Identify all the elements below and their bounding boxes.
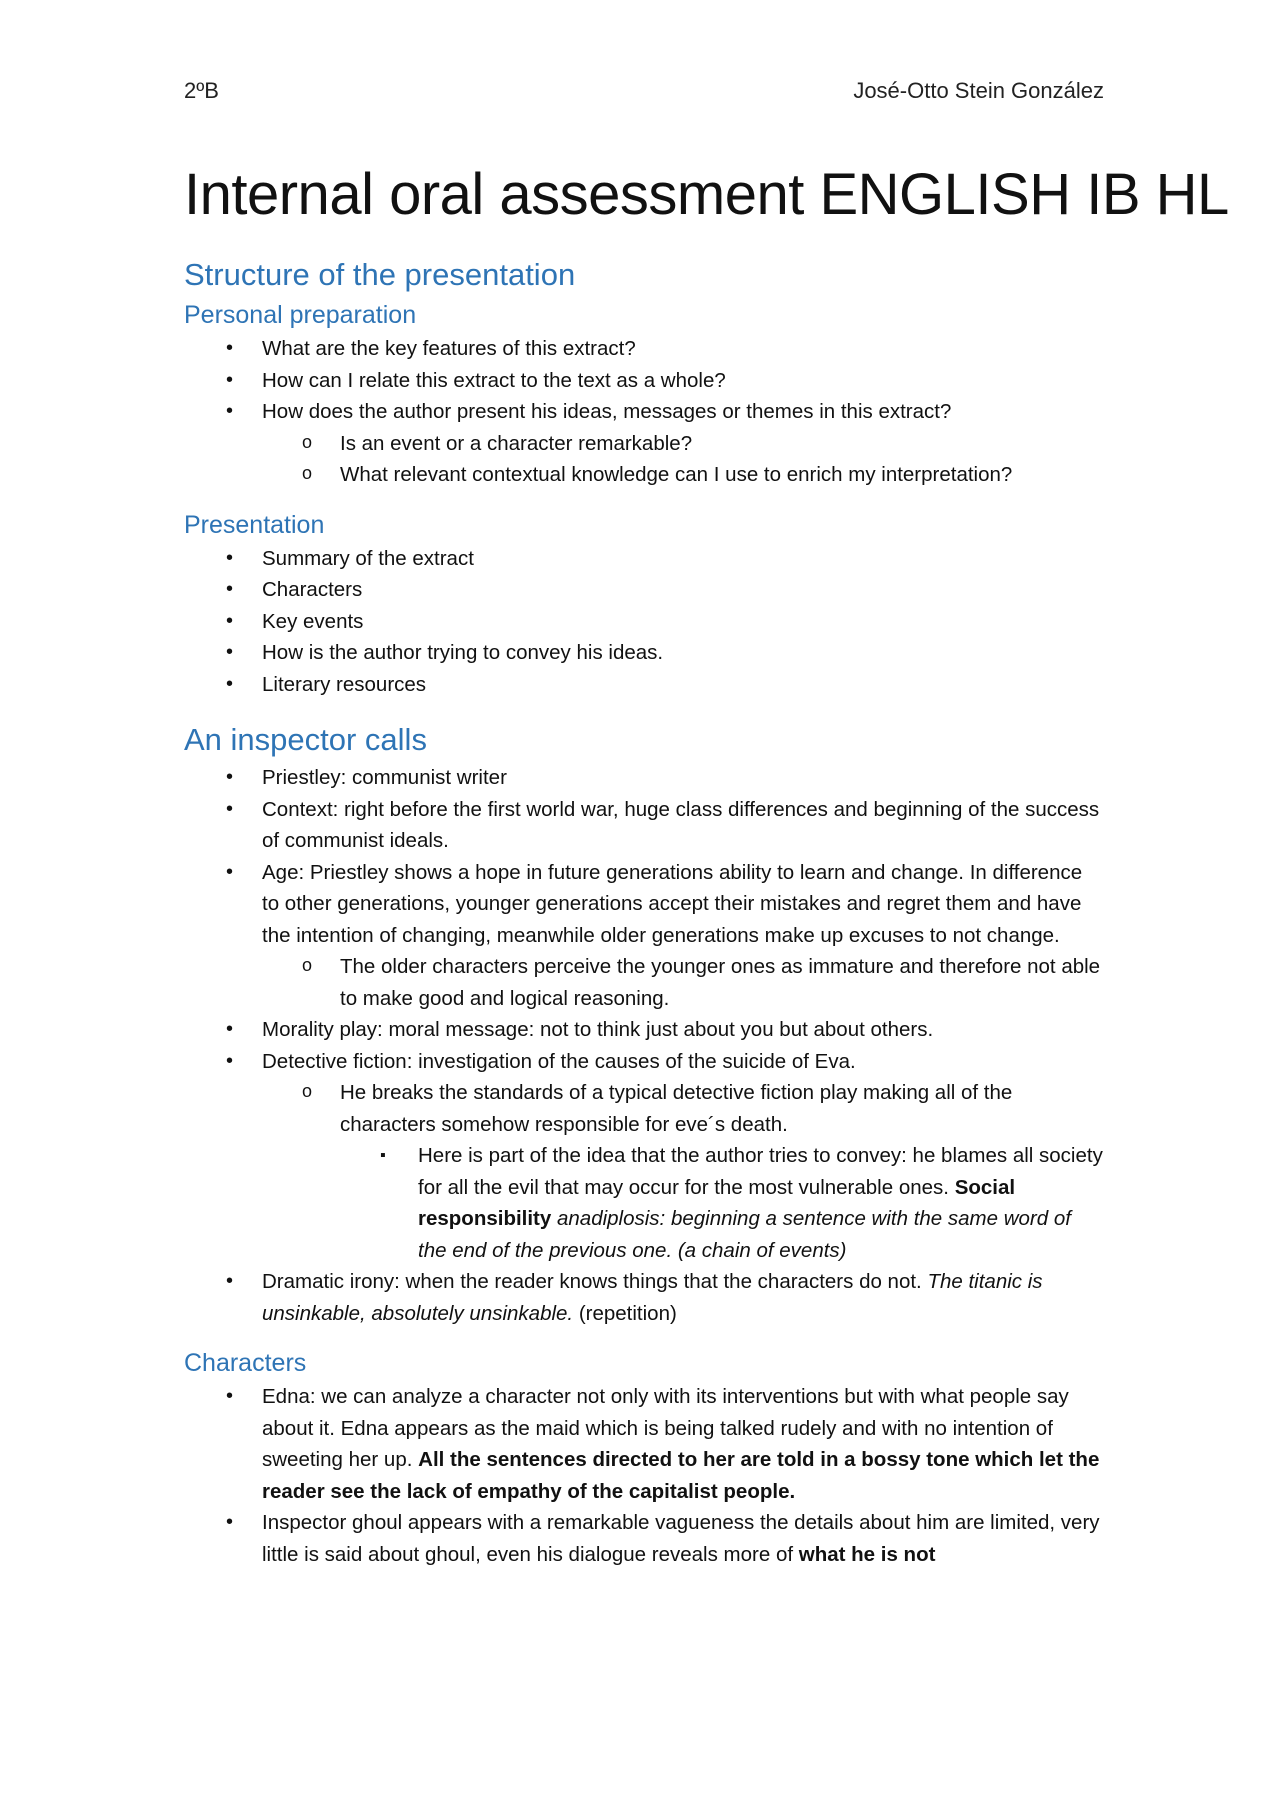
sub-list-item: o What relevant contextual knowledge can I use to enrich my interpretation?: [262, 459, 1104, 491]
personal-preparation-heading: Personal preparation: [184, 301, 417, 329]
irony-tail: (repetition): [578, 1301, 677, 1325]
list-item: • Priestley: communist writer: [184, 762, 1104, 794]
list-item: • Morality play: moral message: not to think just about you but about others.: [184, 1014, 1104, 1046]
list-item: [184, 1266, 1104, 1329]
page-header: [184, 78, 1104, 108]
list-item: • Context: right before the first world war, huge class differences and beginning of the success of communist ideals.: [184, 794, 1104, 857]
document-body: [184, 253, 1104, 1570]
list-item-text: How does the author present his ideas, messages or themes in this extract?: [262, 400, 952, 423]
sub-sub-list: [340, 1140, 1104, 1266]
list-item-text: Detective fiction: investigation of the causes of the suicide of Eva.: [262, 1049, 856, 1073]
ghoul-text: Inspector ghoul appears with a remarkable vagueness the details about him are limited, very little is said about ghoul, even his dialogue reveals more of: [262, 1511, 1100, 1566]
sub-sub-list-item: [340, 1140, 1104, 1266]
list-item: • How can I relate this extract to the text as a whole?: [184, 365, 1104, 397]
list-item: • Literary resources: [184, 669, 1104, 701]
edna-text: Edna: we can analyze a character not only with its interventions but with what people say about it. Edna appears as the maid which is being talked rudely and with no intention of sweeting her up.: [262, 1385, 1069, 1471]
list-item: • Key events: [184, 606, 1104, 638]
edna-bold: All the sentences directed to her are told in a bossy tone which let the reader see the lack of empathy of the capitalist people.: [262, 1448, 1100, 1503]
irony-text: Dramatic irony: when the reader knows things that the characters do not.: [262, 1270, 922, 1293]
list-item: [184, 1046, 1104, 1267]
document-title: Internal oral assessment ENGLISH IB HL: [184, 162, 1229, 227]
inspector-list: [184, 762, 1104, 1329]
author-name: José-Otto Stein González: [853, 78, 1104, 103]
sub-list-item: [262, 1077, 1104, 1266]
sub-list: [262, 951, 1104, 1014]
structure-heading: Structure of the presentation: [184, 257, 576, 292]
social-responsibility-text: Here is part of the idea that the author tries to convey: he blames all society for all the evil that may occur for the most vulnerable ones.: [418, 1144, 1103, 1199]
personal-preparation-list: [184, 333, 1104, 491]
list-item: • Characters: [184, 574, 1104, 606]
ghoul-bold: what he is not: [798, 1542, 936, 1566]
sub-list-item: o The older characters perceive the younger ones as immature and therefore not able to make good and logical reasoning.: [262, 951, 1104, 1014]
list-item: [184, 1507, 1104, 1570]
list-item: • What are the key features of this extract?: [184, 333, 1104, 365]
list-item: • How is the author trying to convey his ideas.: [184, 637, 1104, 669]
list-item: [184, 396, 1104, 491]
sub-list-item-text: He breaks the standards of a typical detective fiction play making all of the characters somehow responsible for eve´s death.: [340, 1081, 1013, 1136]
sub-list-item: o Is an event or a character remarkable?: [262, 428, 1104, 460]
list-item: [184, 1381, 1104, 1507]
class-label: 2ºB: [184, 78, 219, 103]
list-item: • Summary of the extract: [184, 543, 1104, 575]
list-item-text: Age: Priestley shows a hope in future generations ability to learn and change. In difference to other generations, younger generations accept their mistakes and regret them and have the intention of changing, meanwhile older generations make up excuses to not change.: [262, 860, 1083, 947]
presentation-heading: Presentation: [184, 510, 325, 539]
characters-heading: Characters: [184, 1349, 307, 1377]
characters-list: [184, 1381, 1104, 1570]
inspector-heading: An inspector calls: [184, 722, 427, 757]
presentation-list: [184, 543, 1104, 701]
list-item: [184, 857, 1104, 1015]
sub-list: [262, 428, 1104, 491]
anadiplosis-note: anadiplosis: beginning a sentence with the same word of the end of the previous one. (a chain of events): [418, 1207, 1071, 1262]
sub-list: [262, 1077, 1104, 1266]
irony-quote: The titanic is unsinkable, absolutely unsinkable.: [262, 1270, 1043, 1325]
social-responsibility-term: Social responsibility: [418, 1175, 1016, 1230]
